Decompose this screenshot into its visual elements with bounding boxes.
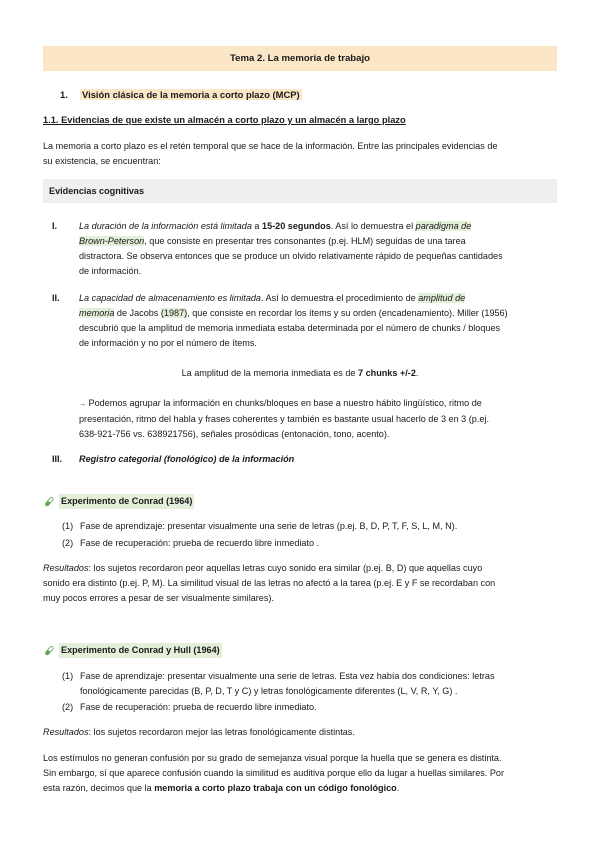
item-numeral-3: III.	[52, 454, 63, 464]
test-tube-icon	[43, 645, 55, 657]
experiment-1-heading: Experimento de Conrad (1964)	[43, 494, 194, 509]
intro-paragraph: La memoria a corto plazo es el retén temporal que se hace de la información. Entre las principales evidencias de su existencia, se encuentran:	[43, 141, 498, 166]
list-item: Fase de aprendizaje: presentar visualmente una serie de letras. Esta vez había dos condiciones: letras fonológicamente parecidas (B, P, D, T y C) y letras fonológicamente diferentes (L, V, R, Y, G) .	[80, 671, 495, 696]
chunks-note: → Podemos agrupar la información en chunks/bloques en base a nuestro hábito lingüístico, ritmo de presentación, ritmo del habla y frases coherentes y también es bastante usual hacerlo de 3 en 3 (p.ej. 638-921-756 vs. 638921756), señales prosódicas (entonación, tono, acento).	[79, 398, 489, 439]
item-numeral-1: I.	[52, 221, 58, 231]
step-number: (1)	[62, 671, 74, 681]
evidence-item-2: La capacidad de almacenamiento es limitada. Así lo demuestra el procedimiento de amplitud de memoria de Jacobs (1987), que consiste en recordar los ítems y su orden (encadenamiento). Miller (1956) descubrió que la amplitud de memoria inmediata estaba determinada por el número de chunks / bloques de información y no por el número de ítems.	[79, 293, 508, 348]
amplitud-statement: La amplitud de la memoria inmediata es de 7 chunks +/-2.	[181, 368, 419, 378]
conclusion-paragraph: Los estímulos no generan confusión por su grado de semejanza visual porque la huella que se genera es distinta. Sin embargo, sí que aparece confusión cuando la similitud es auditiva porque ello da lugar a huellas similares. Por esta razón, decimos que la memoria a corto plazo trabaja con un código fonológico.	[43, 753, 505, 793]
item-numeral-2: II.	[52, 293, 60, 303]
page-title: Tema 2. La memoria de trabajo	[43, 46, 557, 71]
section-heading: 1. Visión clásica de la memoria a corto plazo (MCP)	[60, 89, 300, 100]
arrow-icon: →	[79, 401, 86, 408]
list-item: Fase de aprendizaje: presentar visualmente una serie de letras (p.ej. B, D, P, T, F, S, L, M, N).	[80, 521, 458, 531]
step-number: (2)	[62, 702, 74, 712]
list-item: Fase de recuperación: prueba de recuerdo libre inmediato.	[80, 702, 317, 712]
step-number: (1)	[62, 521, 74, 531]
test-tube-icon	[43, 496, 55, 508]
evidence-item-1: La duración de la información está limitada a 15-20 segundos. Así lo demuestra el paradigma de Brown-Peterson, que consiste en presentar tres consonantes (p.ej. HLM) seguidas de una tarea distractora. Se observa entonces que se produce un olvido relativamente rápido de pequeñas cantidades de información.	[79, 221, 503, 276]
step-number: (2)	[62, 538, 74, 548]
experiment-2-results: Resultados: los sujetos recordaron mejor las letras fonológicamente distintas.	[43, 727, 355, 737]
experiment-1-results: Resultados: los sujetos recordaron peor aquellas letras cuyo sonido era similar (p.ej. B, D) que aquellas cuyo sonido era distinto (p.ej. P, M). La similitud visual de las letras no afectó a la tarea (p.ej. E y F se recordaban con muy pocos errores a pesar de ser visualmente similares).	[43, 563, 496, 603]
list-item: Fase de recuperación: prueba de recuerdo libre inmediato .	[80, 538, 320, 548]
experiment-2-heading: Experimento de Conrad y Hull (1964)	[43, 643, 222, 658]
evidence-item-3: Registro categorial (fonológico) de la información	[79, 454, 295, 464]
evidencias-heading: Evidencias cognitivas	[43, 179, 557, 203]
subsection-heading: 1.1. Evidencias de que existe un almacén a corto plazo y un almacén a largo plazo	[43, 115, 406, 125]
